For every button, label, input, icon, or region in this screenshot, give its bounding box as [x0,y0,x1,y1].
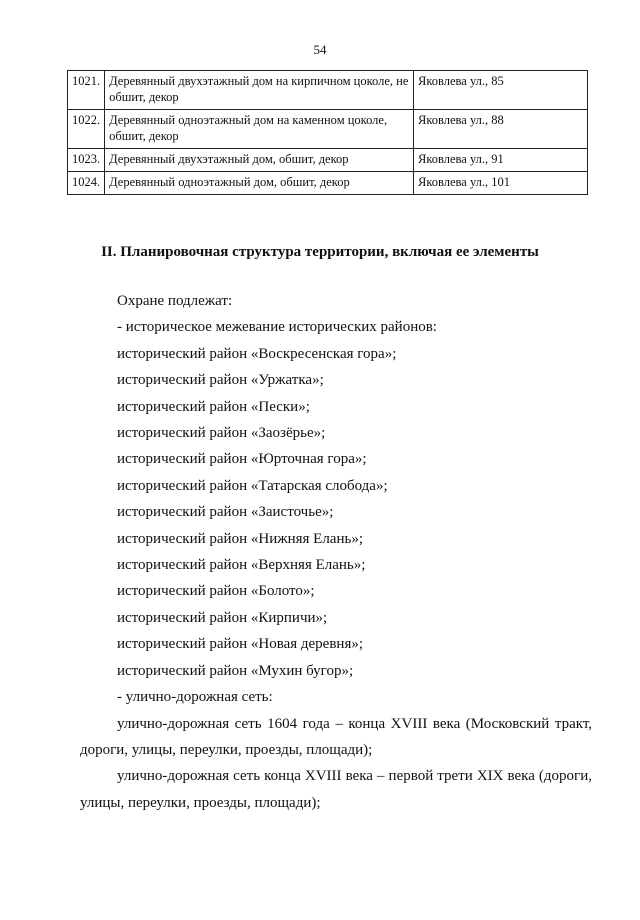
object-description: Деревянный одноэтажный дом, обшит, декор [105,172,414,195]
row-number: 1023. [68,149,105,172]
table-row [68,110,588,149]
object-description: Деревянный двухэтажный дом на кирпичном цоколе, не обшит, декор [105,71,414,110]
page-number: 54 [313,42,327,57]
table-row [68,149,588,172]
text-line: - историческое межевание исторических районов: [117,319,437,336]
table-row [68,172,588,195]
text-line: исторический район «Кирпичи»; [117,609,328,626]
heritage-objects-table [67,70,588,195]
object-description: Деревянный одноэтажный дом на каменном цоколе, обшит, декор [105,110,414,149]
text-line: исторический район «Татарская слобода»; [117,477,388,494]
text-line: исторический район «Заозёрье»; [117,425,326,442]
body-text [80,288,592,816]
row-number: 1024. [68,172,105,195]
text-line: исторический район «Воскресенская гора»; [117,345,397,362]
text-line: исторический район «Мухин бугор»; [117,662,354,679]
object-address: Яковлева ул., 91 [414,149,588,172]
text-line: исторический район «Верхняя Елань»; [117,557,366,574]
text-line: исторический район «Новая деревня»; [117,636,364,653]
object-description: Деревянный двухэтажный дом, обшит, декор [105,149,414,172]
text-line: - улично-дорожная сеть: [117,689,273,706]
table-row [68,71,588,110]
text-line: исторический район «Заисточье»; [117,504,334,521]
object-address: Яковлева ул., 101 [414,172,588,195]
section-heading: II. Планировочная структура территории, включая ее элементы [101,244,539,260]
text-line: исторический район «Пески»; [117,398,310,415]
paragraph: улично-дорожная сеть конца XVIII века – первой трети XIX века (дороги, улицы, переулки, проезды, площади); [80,768,592,811]
text-line: исторический район «Юрточная гора»; [117,451,367,468]
object-address: Яковлева ул., 85 [414,71,588,110]
paragraph: улично-дорожная сеть 1604 года – конца XVIII века (Московский тракт, дороги, улицы, переулки, проезды, площади); [80,715,592,758]
text-line: исторический район «Болото»; [117,583,315,600]
text-line: исторический район «Нижняя Елань»; [117,530,363,547]
row-number: 1021. [68,71,105,110]
text-line: исторический район «Уржатка»; [117,372,324,389]
row-number: 1022. [68,110,105,149]
object-address: Яковлева ул., 88 [414,110,588,149]
text-line: Охране подлежат: [117,293,233,309]
